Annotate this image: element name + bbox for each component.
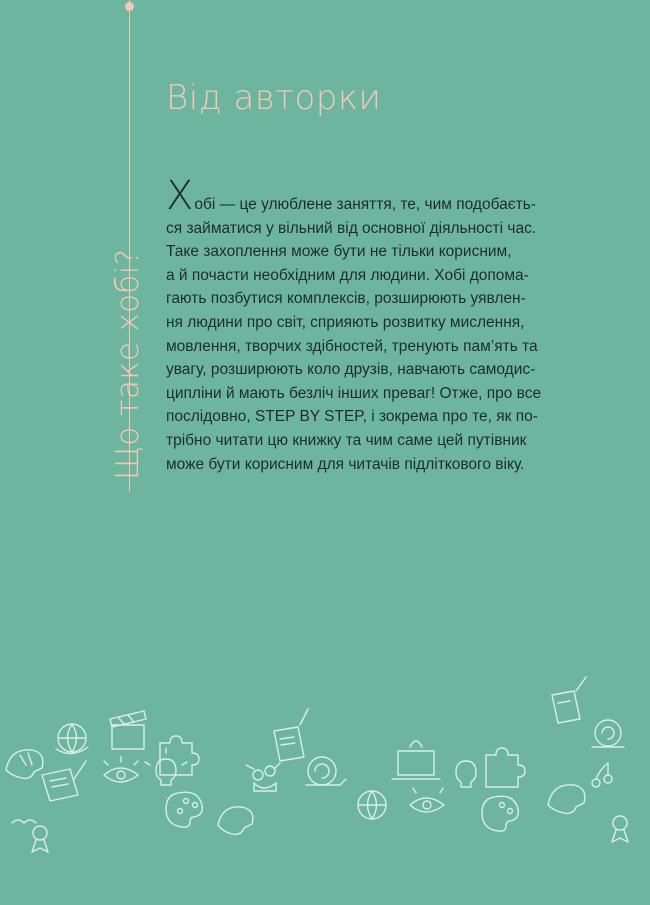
page-heading: Від авторки bbox=[166, 78, 382, 118]
body-line-4: а й почасти необхідним для людини. Хобі допома- bbox=[166, 266, 529, 284]
body-line-11: трібно читати цю книжку та чим саме цей путівник bbox=[166, 431, 527, 449]
laptop-icon bbox=[392, 741, 440, 779]
puzzle-icon bbox=[160, 736, 199, 775]
helmet-icon-2 bbox=[218, 807, 253, 835]
medal-icon-2 bbox=[612, 816, 628, 842]
cactus-icon bbox=[246, 763, 280, 791]
puzzle-icon-2 bbox=[486, 748, 525, 787]
eye-icon bbox=[104, 757, 138, 782]
drop-cap: Х bbox=[166, 173, 194, 219]
rule-dot bbox=[125, 2, 134, 11]
body-line-12: може бути корисним для читачів підліткового віку. bbox=[166, 455, 525, 473]
body-line-6: ня людини про світ, сприяють розвитку мислення, bbox=[166, 313, 525, 331]
body-line-8: увагу, розширюють коло друзів, навчають самодис- bbox=[166, 361, 536, 379]
medal-icon bbox=[12, 820, 48, 852]
body-line-9: ципліни й мають безліч інших преваг! Отже, про все bbox=[166, 384, 542, 402]
snail-icon-2 bbox=[592, 720, 624, 747]
body-line-3: Таке захоплення може бути не тільки корисним, bbox=[166, 243, 512, 261]
lightbulb-icon-2 bbox=[456, 761, 476, 787]
helmet-icon-3 bbox=[548, 785, 585, 814]
palette-icon bbox=[166, 792, 202, 827]
palette-icon-2 bbox=[482, 796, 518, 831]
document-pen-icon bbox=[42, 761, 86, 801]
body-line-10: послідовно, STEP BY STEP, і зокрема про те, як по- bbox=[166, 408, 538, 426]
body-paragraph bbox=[166, 173, 596, 476]
globe-icon bbox=[56, 724, 88, 754]
paper-note-icon bbox=[274, 709, 308, 761]
body-line-7: мовлення, творчих здібностей, тренують пам’ять та bbox=[166, 337, 538, 355]
clapperboard-icon bbox=[110, 711, 146, 749]
cherries-icon bbox=[592, 763, 612, 787]
snail-icon bbox=[306, 757, 346, 785]
helmet-icon bbox=[6, 750, 43, 779]
body-line-5: гають позбутися комплексів, розширюють уявлен- bbox=[166, 290, 526, 308]
lightbulb-icon bbox=[145, 748, 187, 785]
globe-icon-2 bbox=[358, 791, 386, 819]
vertical-section-title: Що таке хобі? bbox=[110, 248, 146, 480]
eye-icon-2 bbox=[410, 788, 444, 812]
hobby-doodles bbox=[0, 675, 650, 900]
hobby-doodle-art bbox=[0, 675, 650, 900]
document-pen-icon-2 bbox=[552, 677, 586, 723]
body-line-2: ся займатися у вільний від основної діяльності час. bbox=[166, 219, 537, 237]
body-line-1: Хобі — це улюблене заняття, те, чим подобаєть- bbox=[166, 173, 536, 219]
